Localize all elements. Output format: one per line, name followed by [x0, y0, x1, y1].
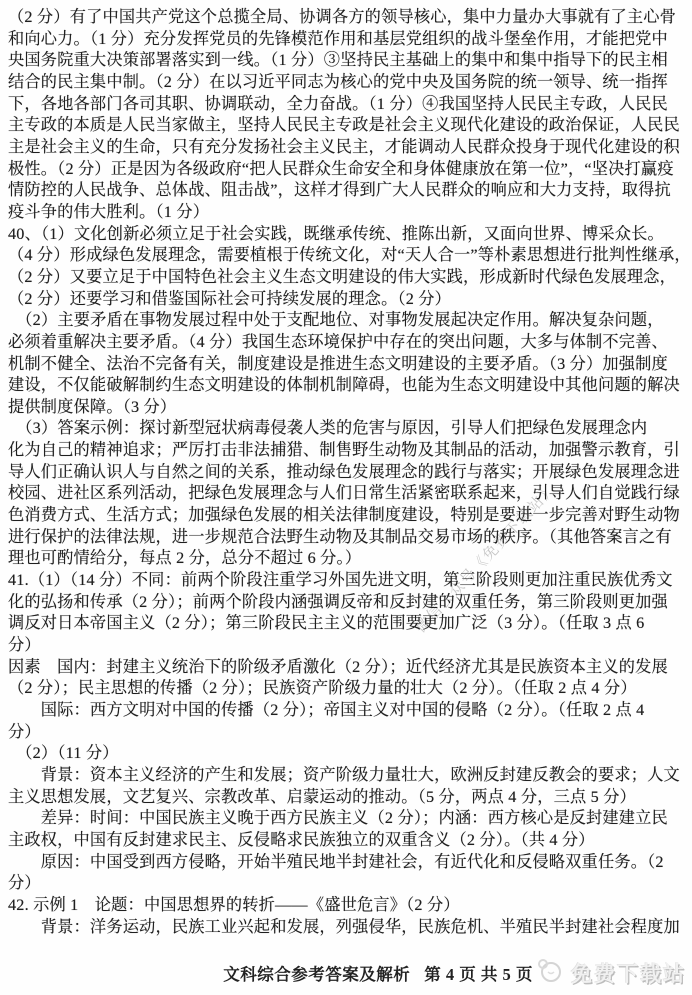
- text-line: （2）（11 分）: [8, 744, 119, 763]
- text-line: 央国务院重大决策部署落实到一线。（1 分）③坚持民主基础上的集中和集中指导下的民主相: [8, 51, 668, 70]
- text-line: 疫斗争的伟大胜利。（1 分）: [8, 202, 210, 221]
- site-logo-watermark: [535, 955, 686, 990]
- text-line: 导人们正确认识人与自然之间的关系，推动绿色发展理念的践行与落实；开展绿色发展理念进: [8, 462, 680, 481]
- text-line: 国际：西方文明对中国的传播（2 分）；帝国主义对中国的侵略（2 分）。（任取 2 点 4: [8, 701, 645, 719]
- text-line: 分）: [8, 722, 41, 741]
- text-line: （2 分）还要学习和借鉴国际社会可持续发展的理念。（2 分）: [8, 289, 452, 308]
- text-line: （2）主要矛盾在事物发展过程中处于支配地位、对事物发展起决定作用。解决复杂问题，: [8, 311, 664, 330]
- text-line: 色消费方式、生活方式；加强绿色发展的相关法律制度建设，特别是要进一步完善对野生动物: [8, 506, 680, 525]
- text-line: 情防控的人民战争、总体战、阻击战”，这样才得到广大人民群众的响应和大力支持，取得抗: [8, 181, 671, 200]
- text-line: 化的弘扬和传承（2 分）；前两个阶段内涵强调反帝和反封建的双重任务，第三阶段则更加强: [8, 592, 668, 611]
- page-footer: [0, 957, 692, 987]
- text-line: 主政权，中国有反封建求民主、反侵略求民族独立的双重含义（2 分）。（共 4 分）: [8, 830, 595, 849]
- diagonal-watermark: 微信公众号《免费下载站》: [412, 480, 560, 637]
- text-line: 进行保护的法律法规，进一步规范合法野生动物及其制品交易市场的秩序。（其他答案言之有: [8, 527, 672, 546]
- answer-text-block: [8, 7, 691, 938]
- text-line: 背景：洋务运动，民族工业兴起和发展，列强侵华，民族危机、半殖民半封建社会程度加: [8, 917, 680, 936]
- text-line: （2 分）有了中国共产党这个总揽全局、协调各方的领导核心，集中力量办大事就有了主心骨: [8, 8, 677, 26]
- footer-page-number: 第 4 页 共 5 页: [424, 965, 533, 984]
- text-line: 主专政的本质是人民当家做主，坚持人民民主专政是社会主义现代化建设的政治保证，人民民: [8, 116, 680, 135]
- text-line: 结合的民主集中制。（2 分）在以习近平同志为核心的党中央及国务院的统一领导、统一指挥: [8, 72, 668, 91]
- text-line: 下，各地各部门各司其职、协调联动，全力奋战。（1 分）④我国坚持人民民主专政，人民民: [8, 94, 668, 113]
- text-line: 理也可酌情给分，每点 2 分，总分不超过 6 分。）: [8, 549, 362, 568]
- text-line: 调反对日本帝国主义（2 分）；第三阶段民主主义的范围要更加广泛（3 分）。（任取 3 点 6: [8, 614, 645, 633]
- text-line: 差异：时间：中国民族主义晚于西方民族主义（2 分）；内涵：西方核心是反封建建立民: [8, 809, 668, 828]
- text-line: 因素 国内：封建主义统治下的阶级矛盾激化（2 分）；近代经济尤其是民族资本主义的发展: [8, 657, 668, 676]
- site-logo-label: 免费下载站: [571, 961, 686, 986]
- text-line: 建设，不仅能破解制约生态文明建设的体制机制障碍，也能为生态文明建设中其他问题的解决: [8, 376, 680, 395]
- text-line-question-42: 42. 示例 1 论题：中国思想界的转折——《盛世危言》（2 分）: [8, 895, 460, 914]
- text-line: 原因：中国受到西方侵略，开始半殖民地半封建社会，有近代化和反侵略双重任务。（2: [8, 852, 664, 871]
- site-logo-icon: [535, 955, 565, 990]
- footer-document-title: 文科综合参考答案及解析: [223, 965, 411, 984]
- text-line: 化为自己的精神追求；严厉打击非法捕猎、制售野生动物及其制品的活动，加强警示教育，引: [8, 441, 680, 460]
- text-line: 校园、进社区系列活动，把绿色发展理念与人们日常生活紧密联系起来，引导人们自觉践行绿: [8, 484, 680, 503]
- text-line: 分）: [8, 874, 41, 893]
- text-line: （4 分）形成绿色发展理念，需要植根于传统文化，对“天人合一”等朴素思想进行批判性继承，: [8, 246, 691, 265]
- text-line: 极性。（2 分）正是因为各级政府“把人民群众生命安全和身体健康放在第一位”，“坚决打赢疫: [8, 159, 674, 178]
- text-line: 主是社会主义的生命，只有充分发扬社会主义民主，才能调动人民群众投身于现代化建设的积: [8, 137, 680, 156]
- text-line: （3）答案示例：探讨新型冠状病毒侵袭人类的危害与原因，引导人们把绿色发展理念内: [8, 419, 648, 438]
- text-line: 和向心力。（1 分）充分发挥党员的先锋模范作用和基层党组织的战斗堡垒作用，才能把党中: [8, 29, 668, 48]
- text-line: 分）: [8, 636, 41, 655]
- text-line: 提供制度保障。（3 分）: [8, 397, 177, 416]
- text-line: 背景：资本主义经济的产生和发展；资产阶级力量壮大，欧洲反封建反教会的要求；人文: [8, 765, 680, 784]
- text-line: 必须着重解决主要矛盾。（4 分）我国生态环境保护中存在的突出问题，大多与体制不完善、: [8, 332, 668, 351]
- text-line-question-41: 41.（1）（14 分）不同：前两个阶段注重学习外国先进文明，第三阶段则更加注重民族优秀文: [8, 571, 673, 590]
- text-line: （2 分）又要立足于中国特色社会主义生态文明建设的伟大实践，形成新时代绿色发展理念，: [8, 267, 677, 286]
- text-line-question-40: 40、（1）文化创新必须立足于社会实践，既继承传统、推陈出新，又面向世界、博采众长。: [8, 224, 664, 243]
- text-line: （2 分）；民主思想的传播（2 分）；民族资产阶级力量的壮大（2 分）。（任取 2 点 4 分）: [8, 679, 637, 698]
- text-line: 主义思想发展，文艺复兴、宗教改革、启蒙运动的推动。（5 分，两点 4 分，三点 5 分）: [8, 787, 636, 806]
- text-line: 机制不健全、法治不完备有关，制度建设是推进生态文明建设的主要矛盾。（3 分）加强制度: [8, 354, 668, 373]
